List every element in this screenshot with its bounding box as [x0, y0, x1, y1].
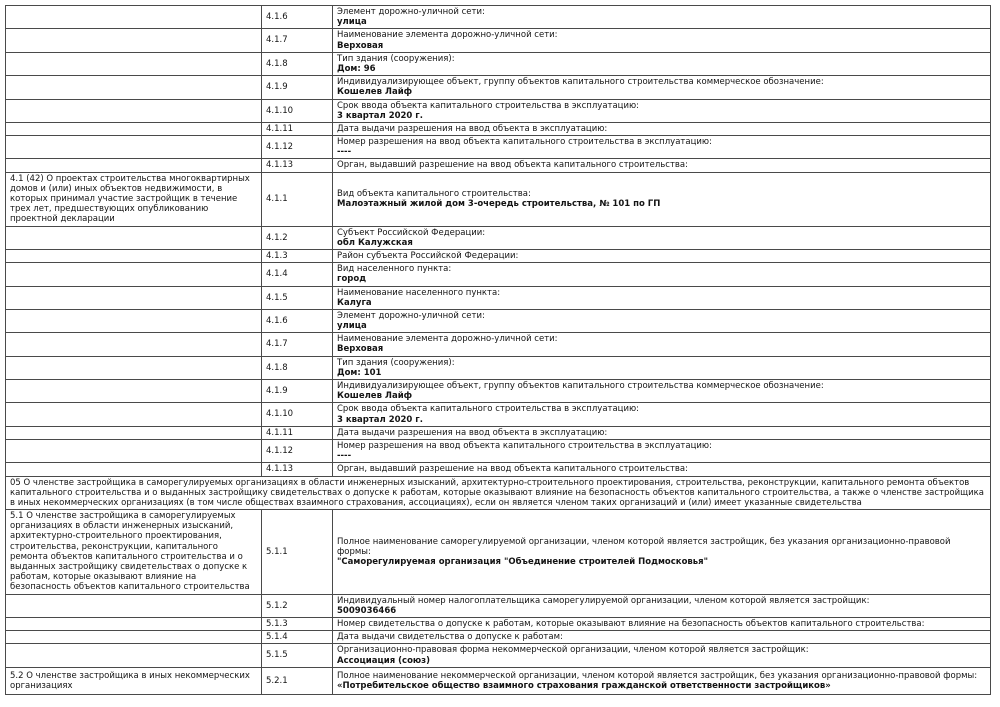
- row-code: 5.1.4: [262, 631, 333, 644]
- field-label: Индивидуализирующее объект, группу объектов капитального строительства коммерческое обозначение:: [337, 381, 824, 391]
- field-value: Кошелев Лайф: [337, 391, 413, 402]
- row-description: [6, 617, 262, 630]
- field-label: Дата выдачи свидетельства о допуске к работам:: [337, 632, 563, 643]
- table-row: [6, 172, 991, 226]
- table-row: [6, 667, 991, 694]
- row-description: [6, 463, 262, 476]
- row-description: [6, 380, 262, 403]
- table-row: [6, 380, 991, 403]
- row-content: [333, 249, 991, 262]
- row-code: 4.1.6: [262, 6, 333, 29]
- row-content: [333, 172, 991, 226]
- field-label: Полное наименование саморегулируемой организации, членом которой является застройщик, без указания организационно-правовой формы:: [337, 536, 951, 557]
- row-code: 5.1.2: [262, 594, 333, 617]
- field-label: Срок ввода объекта капитального строительства в эксплуатацию:: [337, 100, 640, 111]
- field-label: Тип здания (сооружения):: [337, 53, 455, 64]
- row-code: 4.1.1: [262, 172, 333, 226]
- field-value: Дом: 101: [337, 367, 382, 378]
- field-label: Полное наименование некоммерческой организации, членом которой является застройщик, без указания организационно-правовой формы:: [337, 670, 978, 681]
- table-row: [6, 463, 991, 476]
- field-label: Элемент дорожно-уличной сети:: [337, 7, 485, 17]
- row-code: 4.1.9: [262, 76, 333, 99]
- row-content: [333, 426, 991, 439]
- row-content: [333, 263, 991, 286]
- row-code: 5.1.3: [262, 617, 333, 630]
- row-description: [6, 356, 262, 379]
- field-label: Номер разрешения на ввод объекта капитального строительства в эксплуатацию:: [337, 137, 712, 148]
- row-description: [6, 249, 262, 262]
- row-content: [333, 226, 991, 249]
- row-content: [333, 439, 991, 462]
- row-code: 4.1.12: [262, 136, 333, 159]
- row-description: [6, 226, 262, 249]
- row-content: [333, 667, 991, 694]
- row-description: [6, 159, 262, 172]
- row-content: [333, 463, 991, 476]
- table-row: [6, 617, 991, 630]
- field-value: «Потребительское общество взаимного страхования гражданской ответственности застройщиков»: [337, 680, 831, 691]
- field-label: Срок ввода объекта капитального строительства в эксплуатацию:: [337, 404, 640, 415]
- table-row: [6, 76, 991, 99]
- row-description: [6, 426, 262, 439]
- table-row: [6, 333, 991, 356]
- row-content: [333, 6, 991, 29]
- field-label: Орган, выдавший разрешение на ввод объекта капитального строительства:: [337, 464, 689, 475]
- row-code: 4.1.8: [262, 356, 333, 379]
- row-description: [6, 594, 262, 617]
- field-label: Дата выдачи разрешения на ввод объекта в эксплуатацию:: [337, 123, 608, 134]
- field-label: Номер свидетельства о допуске к работам, которые оказывают влияние на безопасность объектов капитального строительства:: [337, 618, 925, 629]
- field-value: улица: [337, 17, 367, 28]
- row-content: [333, 76, 991, 99]
- field-value: 5009036466: [337, 605, 397, 616]
- row-description: [6, 6, 262, 29]
- row-content: [333, 333, 991, 356]
- row-description: 5.1 О членстве застройщика в саморегулируемых организациях в области инженерных изысканий, архитектурно-строительного проектирования, строительства, реконструкции, капитального ремонта объектов капитального строительства и о выданных застройщику свидетельствах о допуске к работам, которые оказывают влияние на безопасность объектов капитального строительства: [6, 510, 262, 595]
- field-label: Наименование элемента дорожно-уличной сети:: [337, 30, 558, 41]
- row-code: 5.2.1: [262, 667, 333, 694]
- row-code: 4.1.13: [262, 463, 333, 476]
- table-row: [6, 476, 991, 510]
- table-row: [6, 439, 991, 462]
- row-description: [6, 286, 262, 309]
- table-row: [6, 249, 991, 262]
- row-content: [333, 403, 991, 426]
- field-label: Индивидуальный номер налогоплательщика саморегулируемой организации, членом которой является застройщик:: [337, 595, 870, 606]
- row-content: [333, 594, 991, 617]
- row-content: [333, 617, 991, 630]
- row-content: [333, 356, 991, 379]
- table-row: [6, 286, 991, 309]
- row-content: [333, 52, 991, 75]
- row-code: 4.1.11: [262, 122, 333, 135]
- field-label: Элемент дорожно-уличной сети:: [337, 310, 485, 321]
- row-code: 4.1.4: [262, 263, 333, 286]
- row-content: [333, 286, 991, 309]
- table-row: [6, 644, 991, 667]
- row-content: [333, 159, 991, 172]
- field-value: 3 квартал 2020 г.: [337, 414, 423, 425]
- table-row: [6, 263, 991, 286]
- field-value: Верховая: [337, 344, 384, 355]
- row-description: [6, 403, 262, 426]
- field-value: Ассоциация (союз): [337, 655, 431, 666]
- row-description: [6, 309, 262, 332]
- field-label: Индивидуализирующее объект, группу объектов капитального строительства коммерческое обозначение:: [337, 77, 824, 88]
- row-description: [6, 439, 262, 462]
- field-label: Дата выдачи разрешения на ввод объекта в эксплуатацию:: [337, 427, 608, 438]
- row-code: 5.1.1: [262, 510, 333, 595]
- row-code: 4.1.11: [262, 426, 333, 439]
- table-row: [6, 122, 991, 135]
- row-description: [6, 99, 262, 122]
- row-content: [333, 309, 991, 332]
- table-row: [6, 594, 991, 617]
- row-code: 4.1.9: [262, 380, 333, 403]
- field-label: Номер разрешения на ввод объекта капитального строительства в эксплуатацию:: [337, 440, 712, 451]
- field-label: Наименование элемента дорожно-уличной сети:: [337, 334, 558, 345]
- row-description: [6, 52, 262, 75]
- field-label: Вид объекта капитального строительства:: [337, 188, 531, 199]
- row-description: [6, 29, 262, 52]
- table-row: [6, 356, 991, 379]
- section-header: 05 О членстве застройщика в саморегулируемых организациях в области инженерных изысканий, архитектурно-строительного проектирования, строительства, реконструкции, капитального ремонта объектов капитального строительства и о выданных застройщику свидетельствах о допуске к работам, которые оказывают влияние на безопасность объектов капитального строительства, а также о членстве застройщика в иных некоммерческих организациях (в том числе обществах взаимного страхования, ассоциациях), если он является членом таких организаций и (или) имеет указанные свидетельства: [6, 476, 991, 510]
- field-label: Район субъекта Российской Федерации:: [337, 250, 519, 261]
- field-label: Вид населенного пункта:: [337, 264, 452, 275]
- field-value: улица: [337, 321, 367, 332]
- table-row: [6, 159, 991, 172]
- row-code: 4.1.7: [262, 29, 333, 52]
- row-code: 4.1.13: [262, 159, 333, 172]
- row-content: [333, 510, 991, 595]
- row-code: 4.1.8: [262, 52, 333, 75]
- declaration-table: [5, 5, 991, 695]
- row-content: [333, 122, 991, 135]
- table-row: [6, 29, 991, 52]
- field-value: Верховая: [337, 40, 384, 51]
- row-description: [6, 122, 262, 135]
- table-row: [6, 309, 991, 332]
- row-code: 4.1.10: [262, 99, 333, 122]
- field-value: Дом: 96: [337, 63, 376, 74]
- table-row: [6, 403, 991, 426]
- table-row: [6, 52, 991, 75]
- row-description: [6, 644, 262, 667]
- field-value: Малоэтажный жилой дом 3-очередь строительства, № 101 по ГП: [337, 199, 661, 210]
- row-content: [333, 136, 991, 159]
- row-code: 4.1.12: [262, 439, 333, 462]
- row-content: [333, 29, 991, 52]
- row-description: [6, 136, 262, 159]
- field-label: Тип здания (сооружения):: [337, 357, 455, 368]
- field-label: Орган, выдавший разрешение на ввод объекта капитального строительства:: [337, 160, 689, 171]
- table-row: [6, 136, 991, 159]
- row-description: [6, 263, 262, 286]
- row-description: [6, 333, 262, 356]
- row-code: 4.1.7: [262, 333, 333, 356]
- table-row: [6, 426, 991, 439]
- table-row: [6, 631, 991, 644]
- field-value: Калуга: [337, 297, 372, 308]
- field-value: 3 квартал 2020 г.: [337, 110, 423, 121]
- field-value: "Саморегулируемая организация "Объединение строителей Подмосковья": [337, 556, 709, 567]
- table-row: [6, 99, 991, 122]
- field-label: Субъект Российской Федерации:: [337, 227, 486, 238]
- field-label: Организационно-правовая форма некоммерческой организации, членом которой является застройщик:: [337, 645, 809, 656]
- row-description: [6, 76, 262, 99]
- table-row: [6, 510, 991, 595]
- row-content: [333, 644, 991, 667]
- field-value: город: [337, 274, 367, 285]
- row-code: 4.1.10: [262, 403, 333, 426]
- row-content: [333, 631, 991, 644]
- row-content: [333, 99, 991, 122]
- row-code: 5.1.5: [262, 644, 333, 667]
- row-code: 4.1.6: [262, 309, 333, 332]
- row-description: 4.1 (42) О проектах строительства многоквартирных домов и (или) иных объектов недвижимости, в которых принимал участие застройщик в течение трех лет, предшествующих опубликованию проектной декларации: [6, 172, 262, 226]
- table-row: [6, 226, 991, 249]
- row-code: 4.1.5: [262, 286, 333, 309]
- row-description: 5.2 О членстве застройщика в иных некоммерческих организациях: [6, 667, 262, 694]
- row-code: 4.1.2: [262, 226, 333, 249]
- row-code: 4.1.3: [262, 249, 333, 262]
- field-value: ----: [337, 451, 352, 462]
- field-value: Кошелев Лайф: [337, 87, 413, 98]
- field-value: обл Калужская: [337, 237, 413, 248]
- field-label: Наименование населенного пункта:: [337, 287, 501, 298]
- row-content: [333, 380, 991, 403]
- field-value: ----: [337, 147, 352, 158]
- row-description: [6, 631, 262, 644]
- table-row: [6, 6, 991, 29]
